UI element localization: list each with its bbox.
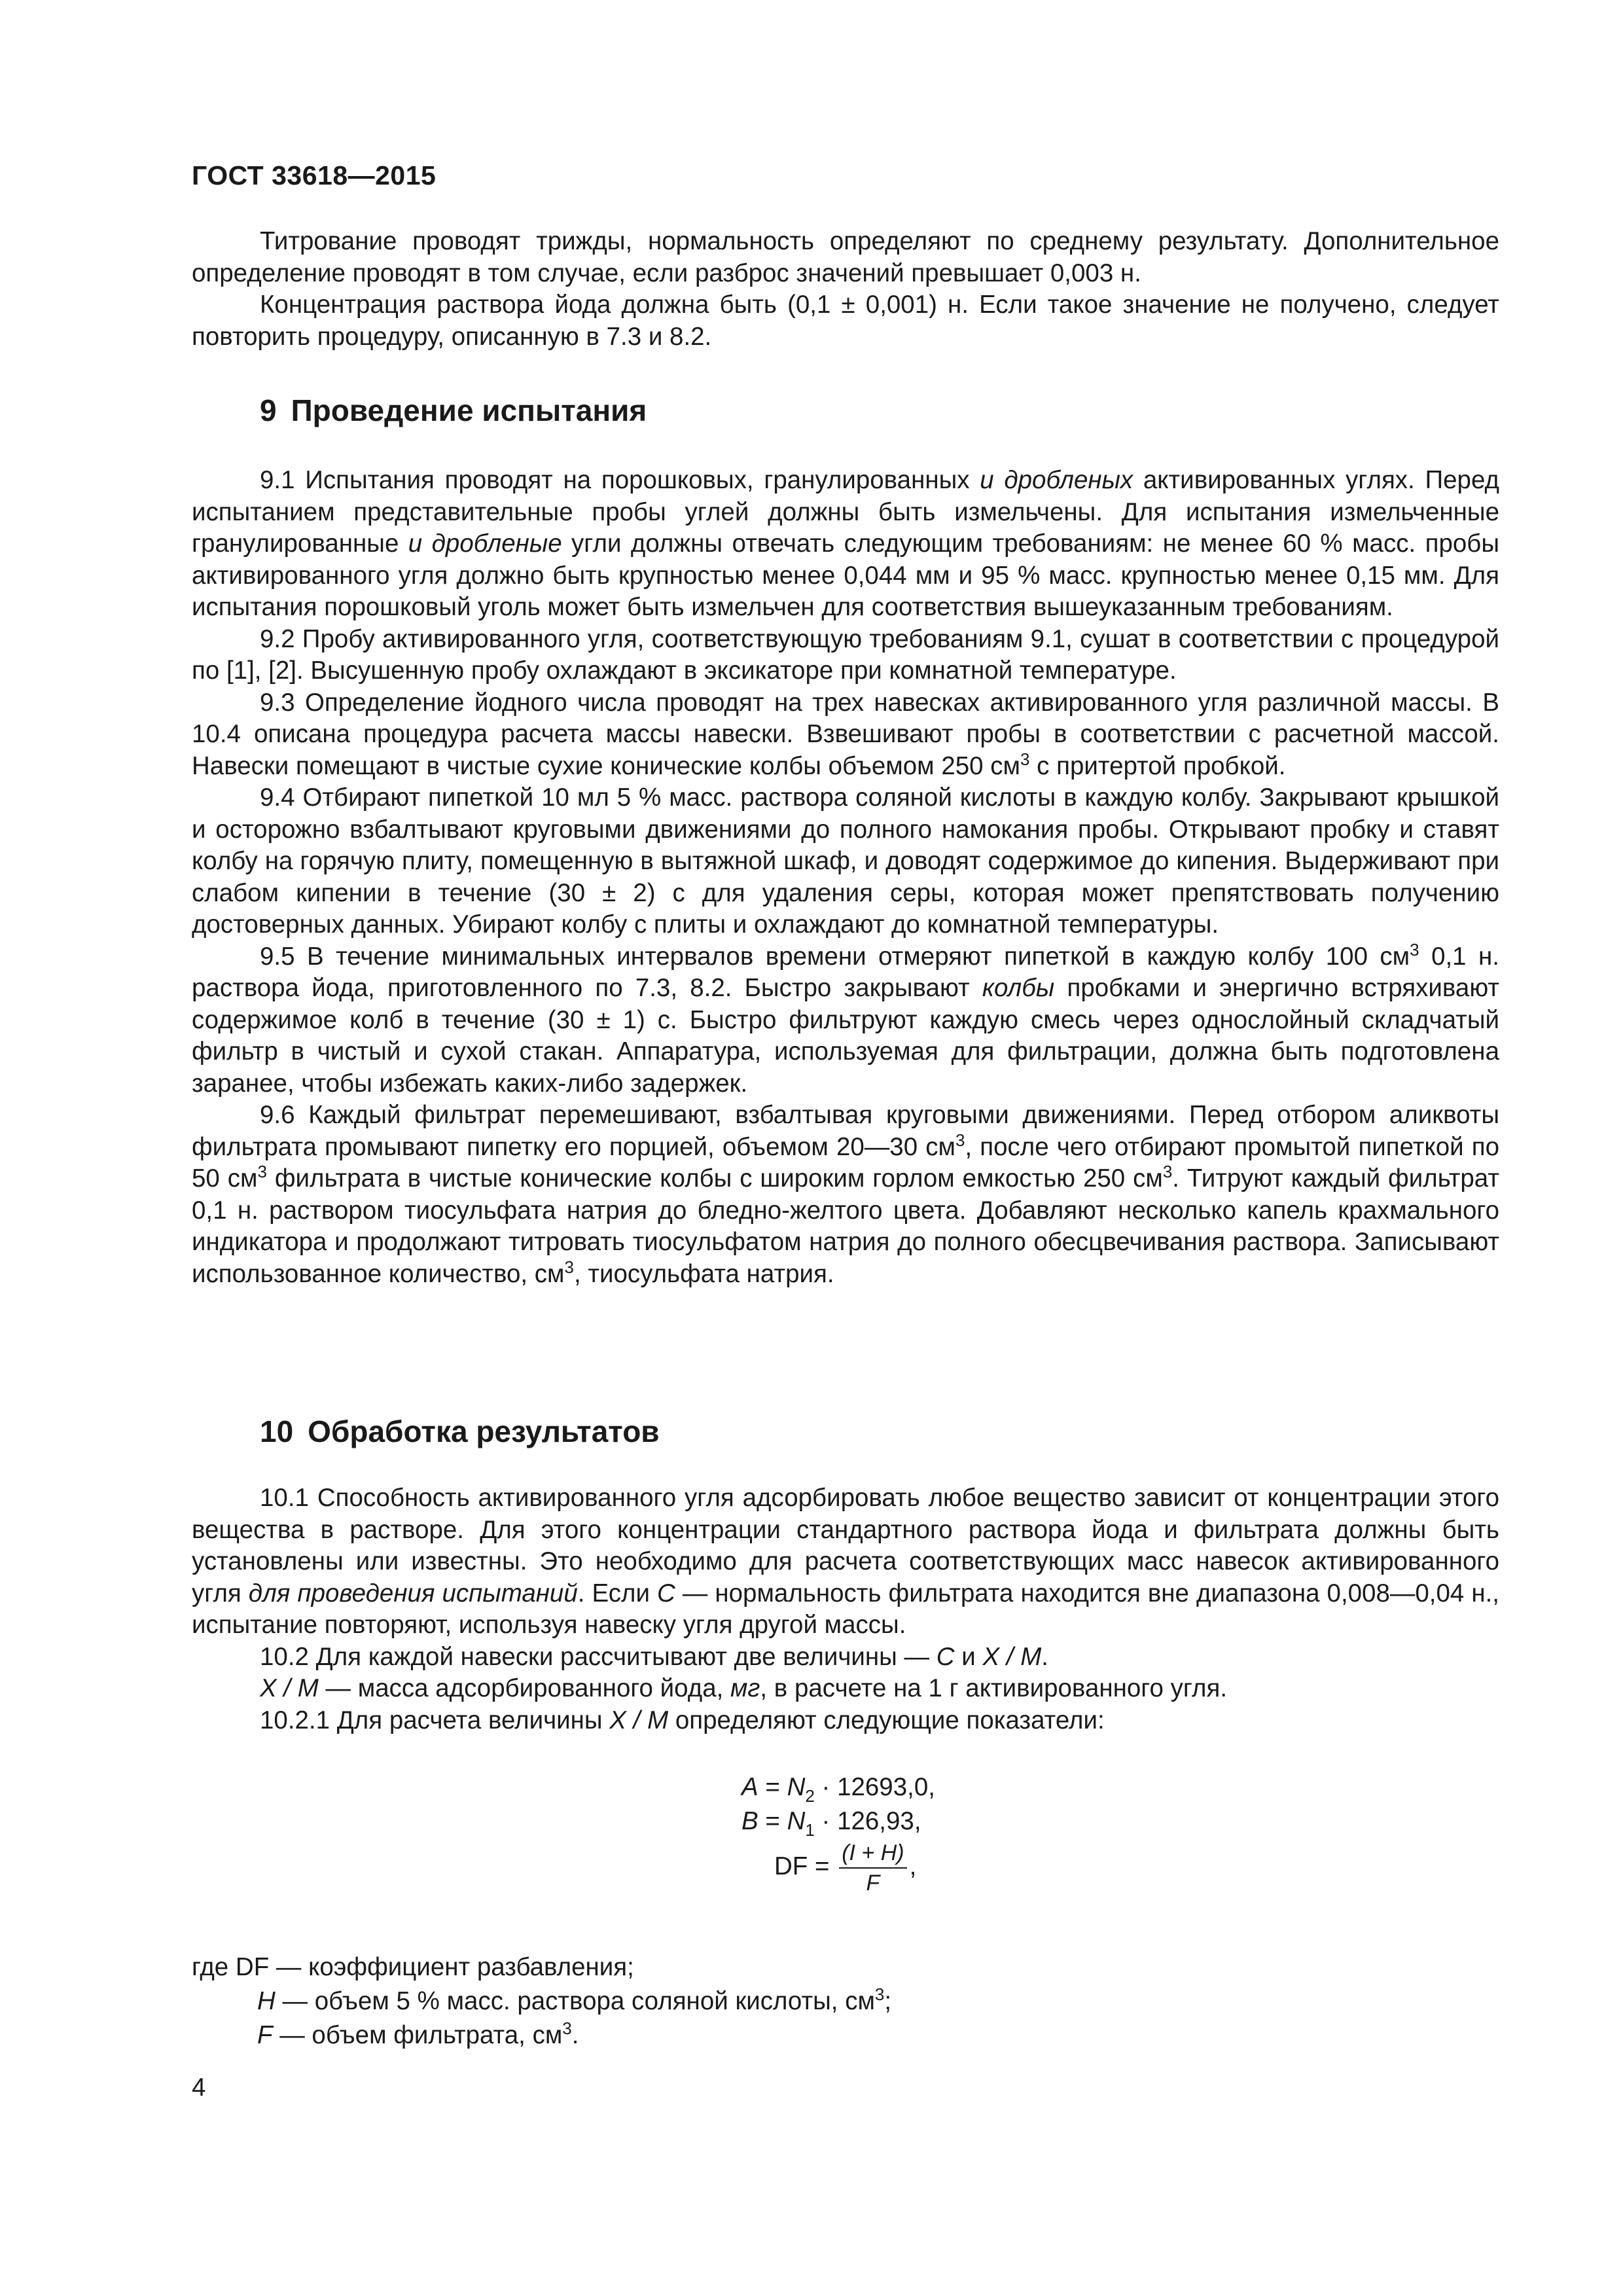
section-10-number: 10 xyxy=(260,1414,294,1448)
paragraph-9-4: 9.4 Отбирают пипеткой 10 мл 5 % масс. раствора соляной кислоты в каждую колбу. Закрывают крышкой и осторожно взбалтывают круговыми движениями до полного намокания пробы. Открывают пробку и ставят колбу на горячую плиту, помещенную в вытяжной шкаф, и доводят содержимое до кипения. Выдерживают при слабом кипении в течение (30 ± 2) с для удаления серы, которая может препятствовать получению достоверных данных. Убирают колбу с плиты и охлаждают до комнатной температуры. xyxy=(192,783,1499,939)
paragraph-9-3: 9.3 Определение йодного числа проводят на трех навесках активированного угля различной массы. В 10.4 описана процедура расчета массы навески. Взвешивают пробы в соответствии с расчетной массой. Навески помещают в чистые сухие конические колбы объемом 250 $см^3$ с притертой пробкой. xyxy=(192,688,1499,780)
variable-definitions xyxy=(192,1950,891,2053)
section-9-text xyxy=(192,465,1499,1290)
paragraph-10-2: 10.2 Для каждой навески рассчитывают две величины — С и X / M. xyxy=(260,1642,1048,1671)
intro-text xyxy=(192,226,1499,353)
section-10-heading xyxy=(260,1414,660,1449)
definition-h: H — объем 5 % масс. раствора соляной кислоты, $см^3$; xyxy=(257,1984,892,2015)
section-9-number: 9 xyxy=(260,393,277,427)
section-10-title: Обработка результатов xyxy=(308,1414,660,1448)
section-9-title: Проведение испытания xyxy=(291,393,647,427)
intro-paragraph-1: Титрование проводят трижды, нормальность определяют по среднему результату. Дополнительное определение проводят в том случае, если разброс значений превышает 0,003 н. xyxy=(192,227,1499,287)
formula-df: DF = $\frac{(I + H)}{F}$ , xyxy=(774,1839,935,1897)
page-number: 4 xyxy=(192,2073,206,2102)
paragraph-9-6: 9.6 Каждый фильтрат перемешивают, взбалтывая круговыми движениями. Перед отбором аликвоты фильтрата промывают пипетку его порцией, объемом 20—30 $см^3$, после чего отбирают промытой пипеткой по 50 $см^3$ фильтрата в чистые конические колбы с широким горлом емкостью 250 $см^3$. Титруют каждый фильтрат 0,1 н. раствором тиосульфата натрия до бледно-желтого цвета. Добавляют несколько капель крахмального индикатора и продолжают титровать тиосульфатом натрия до полного обесцвечивания раствора. Записывают использованное количество, $см^3$, тиосульфата натрия. xyxy=(192,1101,1499,1288)
definition-f: F — объем фильтрата, $см^3$. xyxy=(257,2018,579,2049)
definition-df: где DF — коэффициент разбавления; xyxy=(192,1953,634,1981)
formula-a: $A = N_2 \cdot 12693,0$, xyxy=(741,1773,935,1806)
intro-paragraph-2: Концентрация раствора йода должна быть (0,1 ± 0,001) н. Если такое значение не получено, следует повторить процедуру, описанную в 7.3 и 8.2. xyxy=(192,291,1499,351)
paragraph-10-1: 10.1 Способность активированного угля адсорбировать любое вещество зависит от концентрации этого вещества в растворе. Для этого концентрации стандартного раствора йода и фильтрата должны быть установлены или известны. Это необходимо для расчета соответствующих масс навесок активированного угля для проведения испытаний. Если С — нормальность фильтрата находится вне диапазона 0,008—0,04 н., испытание повторяют, используя навеску угля другой массы. xyxy=(192,1484,1499,1639)
document-code: ГОСТ 33618—2015 xyxy=(192,160,437,190)
paragraph-10-2-definition: X / M — масса адсорбированного йода, мг, в расчете на 1 г активированного угля. xyxy=(260,1674,1228,1702)
paragraph-9-5: 9.5 В течение минимальных интервалов времени отмеряют пипеткой в каждую колбу 100 $см^3$ 0,1 н. раствора йода, приготовленного по 7.3, 8.2. Быстро закрывают колбы пробками и энергично встряхивают содержимое колб в течение (30 ± 1) с. Быстро фильтруют каждую смесь через однослойный складчатый фильтр в чистый и сухой стакан. Аппаратура, используемая для фильтрации, должна быть подготовлена заранее, чтобы избежать каких-либо задержек. xyxy=(192,939,1499,1098)
dilution-fraction: $\frac{(I + H)}{F}$ xyxy=(839,1839,906,1897)
paragraph-9-2: 9.2 Пробу активированного угля, соответствующую требованиям 9.1, сушат в соответствии с процедурой по [1], [2]. Высушенную пробу охлаждают в эксикаторе при комнатной температуре. xyxy=(192,624,1499,685)
formula-block xyxy=(681,1770,935,1897)
section-9-heading xyxy=(260,393,647,428)
paragraph-10-2-1: 10.2.1 Для расчета величины X / M определяют следующие показатели: xyxy=(260,1706,1105,1734)
paragraph-9-1: 9.1 Испытания проводят на порошковых, гранулированных и дробленых активированных углях. Перед испытанием представительные пробы углей должны быть измельчены. Для испытания измельченные гранулированные и дробленые угли должны отвечать следующим требованиям: не менее 60 % масс. пробы активированного угля должно быть крупностью менее 0,044 мм и 95 % масс. крупностью менее 0,15 мм. Для испытания порошковый уголь может быть измельчен для соответствия вышеуказанным требованиям. xyxy=(192,466,1499,621)
section-10-text xyxy=(192,1482,1499,1736)
formula-b: $B = N_1 \cdot 126,93$, xyxy=(741,1807,921,1840)
